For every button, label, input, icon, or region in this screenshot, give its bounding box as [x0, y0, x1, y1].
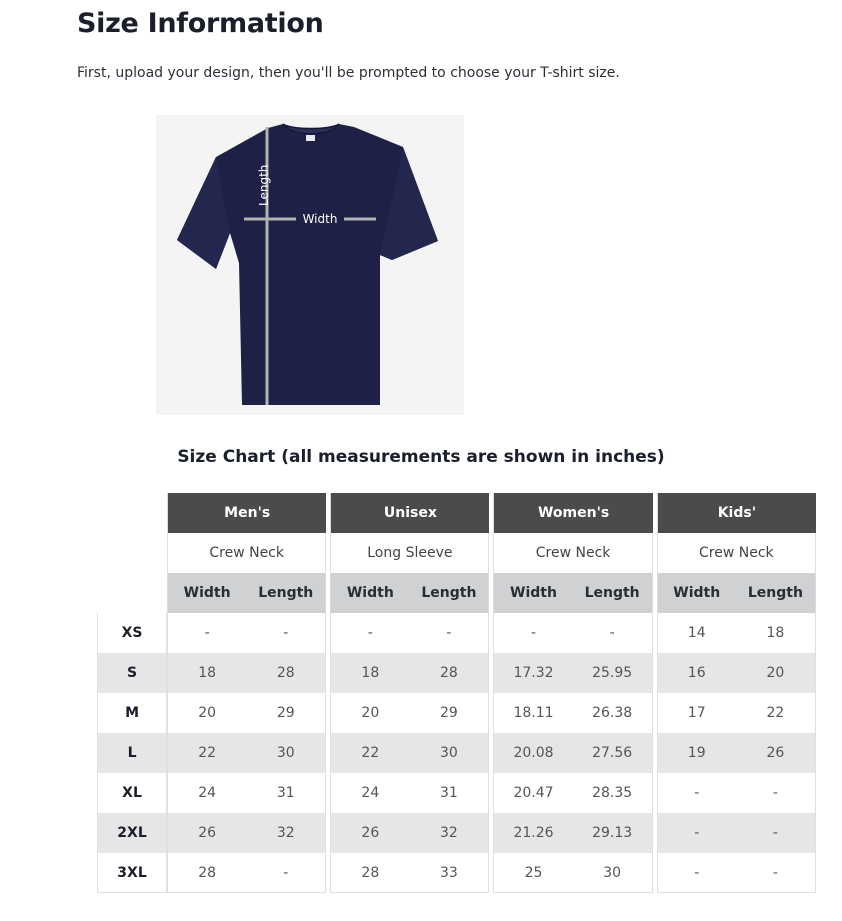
style-womens: Crew Neck [493, 533, 652, 573]
table-row [97, 653, 816, 693]
measurement-cell: 22 [736, 693, 816, 733]
measurement-cell: 26 [330, 813, 409, 853]
style-unisex: Long Sleeve [330, 533, 489, 573]
measurement-cell: - [167, 613, 246, 653]
measurement-cell: - [409, 613, 489, 653]
measurement-cell: 27.56 [573, 733, 653, 773]
style-mens: Crew Neck [167, 533, 326, 573]
measurement-cell: 19 [657, 733, 736, 773]
measurement-cell: 28 [246, 653, 326, 693]
measurement-cell: 20 [330, 693, 409, 733]
measurement-cell: 30 [573, 853, 653, 893]
measurement-cell: 17 [657, 693, 736, 733]
measurement-cell: - [736, 853, 816, 893]
table-row [97, 853, 816, 893]
measurement-cell: 30 [246, 733, 326, 773]
measurement-cell: - [330, 613, 409, 653]
group-header-kids: Kids' [657, 493, 816, 533]
measurement-cell: 18 [167, 653, 246, 693]
womens-width-header: Width [493, 573, 572, 613]
table-row [97, 693, 816, 733]
measurement-cell: 25 [493, 853, 572, 893]
measurement-cell: 20.08 [493, 733, 572, 773]
measurement-cell: 31 [246, 773, 326, 813]
size-label: S [97, 653, 167, 693]
measurement-cell: 18.11 [493, 693, 572, 733]
measurement-cell: 24 [167, 773, 246, 813]
measurement-cell: 28 [167, 853, 246, 893]
measurement-cell: 25.95 [573, 653, 653, 693]
size-label: 2XL [97, 813, 167, 853]
measurement-cell: 31 [409, 773, 489, 813]
womens-length-header: Length [573, 573, 653, 613]
measurement-cell: 20.47 [493, 773, 572, 813]
measurement-cell: - [736, 813, 816, 853]
measurement-cell: 24 [330, 773, 409, 813]
measurement-cell: 26.38 [573, 693, 653, 733]
mens-length-header: Length [246, 573, 326, 613]
group-header-mens: Men's [167, 493, 326, 533]
tshirt-illustration [156, 115, 464, 415]
length-label: Length [257, 164, 271, 206]
kids-length-header: Length [736, 573, 816, 613]
measurement-cell: 26 [167, 813, 246, 853]
measurement-cell: 17.32 [493, 653, 572, 693]
measurement-cell: 32 [246, 813, 326, 853]
measurement-cell: - [736, 773, 816, 813]
measurement-cell: 33 [409, 853, 489, 893]
mens-width-header: Width [167, 573, 246, 613]
table-row [97, 733, 816, 773]
style-row [97, 533, 816, 573]
kids-width-header: Width [657, 573, 736, 613]
measurement-cell: 32 [409, 813, 489, 853]
measurement-cell: 28 [409, 653, 489, 693]
measurement-cell: 28 [330, 853, 409, 893]
group-header-womens: Women's [493, 493, 652, 533]
measurement-cell: 26 [736, 733, 816, 773]
intro-text: First, upload your design, then you'll be prompted to choose your T-shirt size. [77, 65, 620, 81]
measurement-cell: 30 [409, 733, 489, 773]
measurement-cell: - [246, 613, 326, 653]
measurement-cell: 20 [736, 653, 816, 693]
measurement-cell: - [657, 853, 736, 893]
measurement-cell: - [246, 853, 326, 893]
table-row [97, 813, 816, 853]
measurement-cell: 21.26 [493, 813, 572, 853]
width-label: Width [302, 212, 338, 226]
tshirt-measurement-image [156, 115, 464, 415]
unisex-length-header: Length [409, 573, 489, 613]
table-row [97, 773, 816, 813]
measurement-header-row [97, 573, 816, 613]
size-chart-table [97, 493, 816, 893]
table-row [97, 613, 816, 653]
size-label: XS [97, 613, 167, 653]
page-title: Size Information [77, 8, 324, 39]
measurement-cell: - [657, 813, 736, 853]
group-header-unisex: Unisex [330, 493, 489, 533]
measurement-cell: 18 [736, 613, 816, 653]
measurement-cell: - [573, 613, 653, 653]
measurement-cell: 14 [657, 613, 736, 653]
measurement-cell: 20 [167, 693, 246, 733]
measurement-cell: 29.13 [573, 813, 653, 853]
measurement-cell: - [493, 613, 572, 653]
measurement-cell: 22 [330, 733, 409, 773]
size-label: M [97, 693, 167, 733]
measurement-cell: 28.35 [573, 773, 653, 813]
measurement-cell: - [657, 773, 736, 813]
size-label: L [97, 733, 167, 773]
measurement-cell: 16 [657, 653, 736, 693]
size-label: 3XL [97, 853, 167, 893]
size-label: XL [97, 773, 167, 813]
group-header-row [97, 493, 816, 533]
measurement-cell: 18 [330, 653, 409, 693]
unisex-width-header: Width [330, 573, 409, 613]
measurement-cell: 29 [246, 693, 326, 733]
size-chart-title: Size Chart (all measurements are shown in inches) [177, 447, 665, 467]
style-kids: Crew Neck [657, 533, 816, 573]
measurement-cell: 22 [167, 733, 246, 773]
measurement-cell: 29 [409, 693, 489, 733]
